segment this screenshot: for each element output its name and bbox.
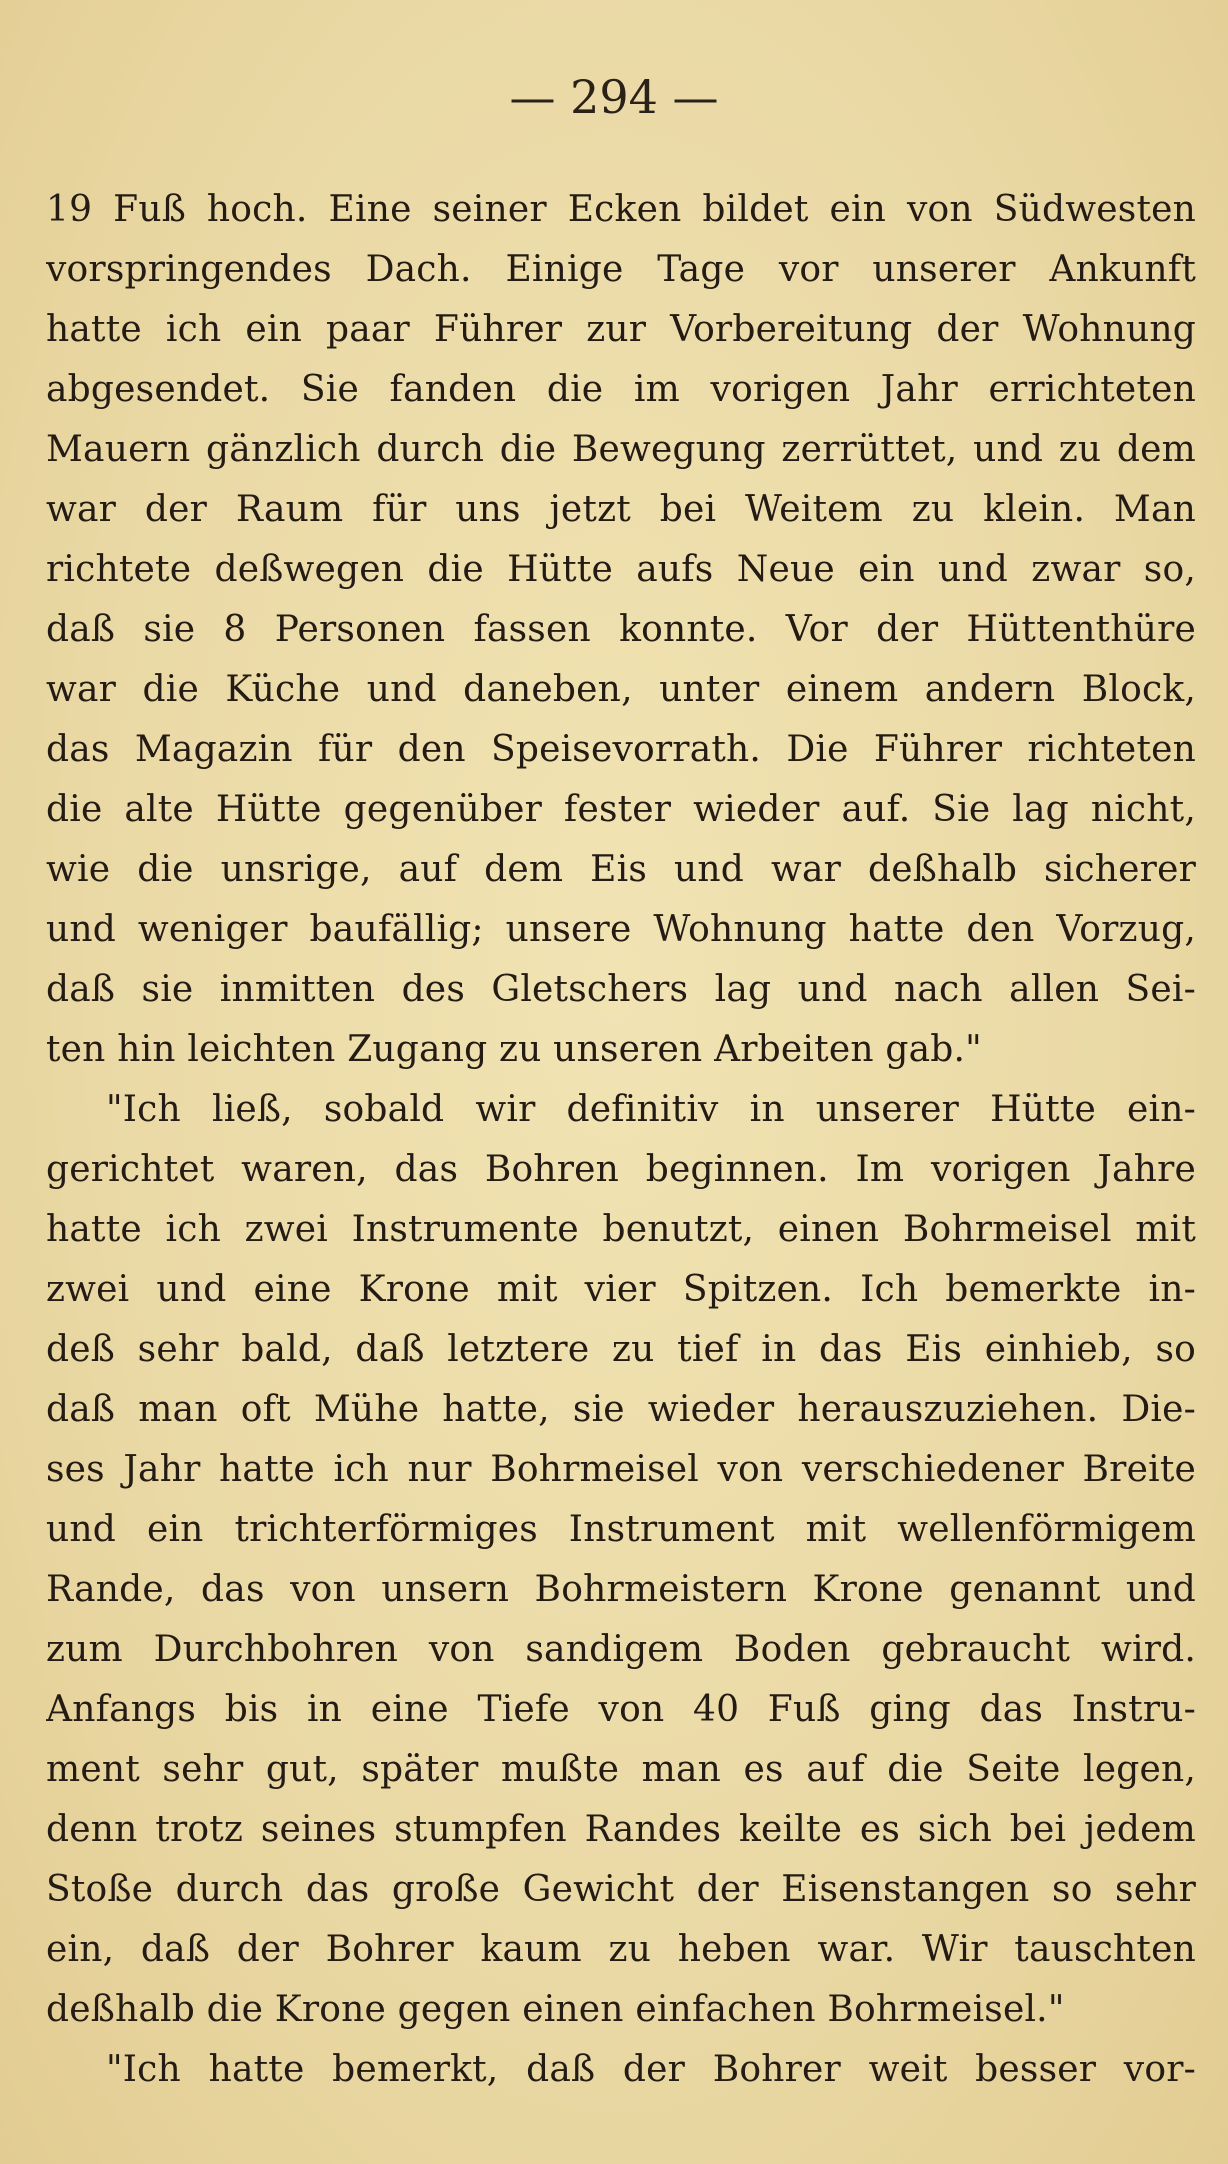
- text-line: gerichtet waren, das Bohren beginnen. Im vorigen Jahre: [46, 1149, 1196, 1190]
- text-line: Rande, das von unsern Bohrmeistern Krone genannt und: [46, 1569, 1196, 1610]
- text-line: war der Raum für uns jetzt bei Weitem zu klein. Man: [46, 489, 1196, 530]
- text-line: ment sehr gut, später mußte man es auf die Seite legen,: [46, 1749, 1196, 1790]
- text-line: deßhalb die Krone gegen einen einfachen Bohrmeisel.": [46, 1989, 1065, 2030]
- text-line: zwei und eine Krone mit vier Spitzen. Ich bemerkte in-: [46, 1269, 1196, 1310]
- text-line: ein, daß der Bohrer kaum zu heben war. Wir tauschten: [46, 1929, 1196, 1970]
- text-line: daß sie inmitten des Gletschers lag und nach allen Sei-: [46, 969, 1196, 1010]
- text-line: daß man oft Mühe hatte, sie wieder herauszuziehen. Die-: [46, 1389, 1196, 1430]
- text-line: Stoße durch das große Gewicht der Eisenstangen so sehr: [46, 1869, 1196, 1910]
- text-line: vorspringendes Dach. Einige Tage vor unserer Ankunft: [46, 249, 1196, 290]
- text-line: abgesendet. Sie fanden die im vorigen Jahr errichteten: [46, 369, 1196, 410]
- text-line: hatte ich ein paar Führer zur Vorbereitung der Wohnung: [46, 309, 1196, 350]
- text-line: zum Durchbohren von sandigem Boden gebraucht wird.: [46, 1629, 1196, 1670]
- text-line: denn trotz seines stumpfen Randes keilte es sich bei jedem: [46, 1809, 1196, 1850]
- text-line: deß sehr bald, daß letztere zu tief in das Eis einhieb, so: [46, 1329, 1196, 1370]
- text-line: hatte ich zwei Instrumente benutzt, einen Bohrmeisel mit: [46, 1209, 1196, 1250]
- text-line: 19 Fuß hoch. Eine seiner Ecken bildet ein von Südwesten: [46, 189, 1196, 230]
- text-line: die alte Hütte gegenüber fester wieder auf. Sie lag nicht,: [46, 789, 1196, 830]
- text-line: war die Küche und daneben, unter einem andern Block,: [46, 669, 1196, 710]
- text-line: ses Jahr hatte ich nur Bohrmeisel von verschiedener Breite: [46, 1449, 1196, 1490]
- text-line: "Ich hatte bemerkt, daß der Bohrer weit besser vor-: [106, 2049, 1196, 2090]
- body-text: [46, 180, 1196, 2100]
- text-line: und ein trichterförmiges Instrument mit wellenförmigem: [46, 1509, 1196, 1550]
- text-line: Anfangs bis in eine Tiefe von 40 Fuß ging das Instru-: [46, 1689, 1196, 1730]
- text-line: Mauern gänzlich durch die Bewegung zerrüttet, und zu dem: [46, 429, 1196, 470]
- text-line: "Ich ließ, sobald wir definitiv in unserer Hütte ein-: [106, 1089, 1196, 1130]
- text-line: ten hin leichten Zugang zu unseren Arbeiten gab.": [46, 1029, 982, 1070]
- text-line: richtete deßwegen die Hütte aufs Neue ein und zwar so,: [46, 549, 1196, 590]
- text-line: und weniger baufällig; unsere Wohnung hatte den Vorzug,: [46, 909, 1196, 950]
- text-line: wie die unsrige, auf dem Eis und war deßhalb sicherer: [46, 849, 1196, 890]
- page-number: — 294 —: [509, 70, 719, 124]
- text-line: daß sie 8 Personen fassen konnte. Vor der Hüttenthüre: [46, 609, 1196, 650]
- text-line: das Magazin für den Speisevorrath. Die Führer richteten: [46, 729, 1196, 770]
